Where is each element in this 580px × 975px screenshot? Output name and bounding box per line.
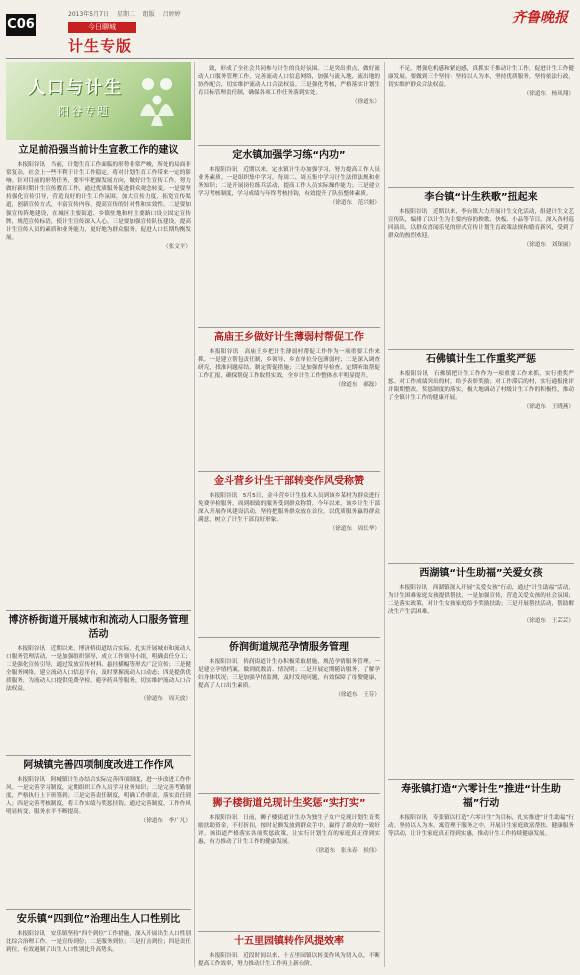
page-title: 计生专版 (68, 37, 133, 55)
article-byline: （张文平） (163, 243, 191, 250)
article-body: 本报阳谷讯 当前，计划生育工作面临的形势非常严峻，所处的局面非常复杂，社会上一些不利于计生工作稳定，将对计划生育工作带来一定的影响。针对目前的形势任务，要牢牢把握发展方向，做好计生宣传工作，努力做好新时期计生宣传教育工作，通过优质服务促进群众观念转变。一是要坚持强化宣传引导，营造良好的计生工作氛围，加大宣传力度，拓宽宣传渠道，创新宣传方式，丰富宣传内容，提高宣传的针对性和实效性。二是要加强宣传阵地建设，在城区主要街道、乡镇驻地和村主要路口设立固定宣传牌，规范宣传标语，使计生宣传深入人心。三是要加强宣传队伍建设，提高计生宣传人员的素质和业务能力，更好地为群众服务，促进人口长期均衡发展。 (6, 162, 191, 241)
article-headline: 安乐镇“四到位”治理出生人口性别比 (16, 914, 181, 925)
article (6, 144, 191, 604)
article-divider (198, 471, 380, 472)
column-rule (194, 62, 195, 967)
article-headline: 狮子楼街道兑现计生奖惩“实打实” (212, 798, 366, 809)
article-body: 本报阳谷讯 高庙王乡把计生薄弱村帮促工作作为一项重要工作来抓。一是建立帮包责任制，乡领导、乡直单位分包薄弱村；二是深入调查研究，找准问题症结，制定帮促措施；三是加强督导检查，定期听取帮促工作汇报，确保帮促工作取得实效，全乡计生工作整体水平明显提升。 (198, 349, 380, 380)
header-editor: 吕婷婷 (162, 11, 181, 18)
article (198, 468, 380, 628)
article (198, 928, 380, 972)
article-divider (198, 931, 380, 932)
column-rule (384, 62, 385, 967)
article (198, 62, 380, 140)
article-byline: （徐道东 王芸芸） (523, 618, 574, 625)
header-editor-label: 组版 (142, 11, 155, 18)
article-divider (6, 755, 191, 756)
header-meta (68, 11, 187, 20)
article (388, 560, 574, 770)
article-body: 本报阳谷讯 安乐镇坚持“四个到位”工作措施，深入开展出生人口性别比综合治理工作。一是宣传到位；二是服务到位；三是打击到位；四是责任到位，有效遏制了出生人口性别比升高势头。 (6, 931, 191, 954)
header-date: 2013年5月7日 (68, 11, 109, 18)
article-body: 本报阳谷讯 5月5日，金斗营乡计生技术人员到该乡某村为群众进行免费孕检服务，周到细致的服务受到群众称赞。今年以来，该乡计生干部深入开展作风建设活动，坚持把服务群众放在首位，以优质服务赢得群众满意，树立了计生干部良好形象。 (198, 493, 380, 524)
article (388, 346, 574, 556)
article-headline: 阿城镇完善四项制度改进工作作风 (23, 760, 174, 771)
article (198, 634, 380, 784)
page-header (0, 0, 580, 62)
feature-subtitle: 阳谷专题 (58, 105, 110, 118)
article-headline: 金斗营乡计生干部转变作风受称赞 (214, 476, 364, 487)
article-divider (198, 145, 380, 146)
article-byline: （徐道东 杨凤翔） (523, 91, 574, 98)
article-divider (388, 349, 574, 350)
article-divider (388, 563, 574, 564)
article-divider (6, 909, 191, 910)
article (6, 607, 191, 747)
article-body: 本报阳谷讯 近期以来，李台镇大力开展计生文化活动，组建计生文艺宣传队，编排了以计生为主要内容的秧歌、快板、小品等节目，深入各村巡回演出，以群众喜闻乐见的形式宣传计划生育政策法规和婚育新风，受到了群众的热烈欢迎。 (388, 209, 574, 240)
article-divider (198, 327, 380, 328)
article-body: 本报阳谷讯 侨润街道计生办积极采取措施，规范孕情服务管理。一是建立孕情档案，做到底数清、情况明；二是开展定期随访服务，了解孕妇身体状况；三是加强孕情监测，及时发现问题，有效保障了母婴健康，提高了人口出生素质。 (198, 659, 380, 690)
article (6, 752, 191, 902)
article-divider (388, 187, 574, 188)
article-body: 本报阳谷讯 阿城镇计生办结合实际完善四项制度，进一步改进工作作风。一是完善学习制度，定期组织工作人员学习业务知识；二是完善考勤制度，严格执行上下班签到；三是完善责任制度，明确工作职责，落实责任到人；四是完善考核制度，将工作实绩与奖惩挂钩。通过完善制度，工作作风明显转变，服务水平不断提高。 (6, 777, 191, 816)
article-divider (6, 610, 191, 611)
article-headline: 石佛镇计生工作重奖严惩 (426, 354, 536, 365)
masthead-logo: 齐鲁晚报 (512, 10, 568, 26)
article (198, 790, 380, 925)
article (198, 142, 380, 320)
article-body: 不足，增强危机感和紧迫感，真抓实干推动计生工作，促进计生工作健康发展。要做到三个坚持：坚持以人为本，坚持优质服务，坚持依法行政，切实维护群众合法权益。 (388, 66, 574, 89)
article-body: 本报阳谷讯 石佛镇把计生工作作为一项重要工作来抓，实行重奖严惩。对工作成绩突出的村，给予表彰奖励；对工作滞后的村，实行通报批评并限期整改。奖惩制度的落实，极大地调动了村级计生工作的积极性，推动了全镇计生工作的健康开展。 (388, 371, 574, 402)
article-byline: （徐道东 张永春 侯伟） (312, 848, 380, 855)
article-byline: （徐道东 范兴魁） (329, 200, 380, 207)
article-headline: 西湖镇“计生助福”关爱女孩 (419, 568, 543, 579)
article-byline: （徐道东 周天放） (140, 695, 191, 702)
article-body: 本报阳谷讯 寿张镇以打造“六零计生”为目标，扎实推进“计生助福”行动。坚持以人为本，寓管理于服务之中，开展计生家庭致富帮扶、健康服务等活动，让计生家庭真正得到实惠，推动计生工作持续健康发展。 (388, 815, 574, 838)
article (388, 776, 574, 972)
header-divider (6, 58, 574, 59)
family-figure-icon (134, 70, 180, 130)
article-byline: （徐道东 李广凡） (140, 818, 191, 825)
article-headline: 李台镇“计生秩歌”扭起来 (424, 192, 538, 203)
article-headline: 十五里园镇转作风提效率 (234, 936, 344, 947)
article-byline: （徐道东） (352, 99, 380, 106)
article-byline: （徐道东 周长华） (329, 526, 380, 533)
feature-title: 人口与计生 (28, 78, 123, 98)
article-headline: 侨润街道规范孕情服务管理 (229, 642, 349, 653)
article-body: 本报阳谷讯 近期以来，定水镇计生办加强学习，努力提高工作人员业务素质。一是组织集中学习，每周二、周五集中学习计生法律法规和业务知识；二是开展岗位练兵活动，提高工作人员实际操作能力；三是建立学习考核制度，学习成绩与年终考核挂钩，有效提升了队伍整体素质。 (198, 167, 380, 198)
article-byline: （徐道东 刘琛丽） (523, 242, 574, 249)
header-weekday: 星期二 (116, 11, 135, 18)
article-headline: 博济桥街道开展城市和流动人口服务管理活动 (8, 615, 189, 640)
article-body: 致，形成了全社会共同参与计生的良好氛围。二是突出重点，做好流动人口服务管理工作，完善流动人口信息网络，加强与流入地、流出地的协作配合，切实维护流动人口合法权益。三是强化考核，严格落实计划生育目标管理责任制，确保各项工作任务落到实处。 (198, 66, 380, 97)
article-byline: （徐道东 王芬） (335, 692, 380, 699)
article-headline: 寿张镇打造“六零计生”推进“计生助福”行动 (401, 784, 561, 809)
article-byline: （徐道东 王晓燕） (523, 404, 574, 411)
article-headline: 定水镇加强学习练“内功” (232, 150, 346, 161)
article (6, 906, 191, 966)
feature-banner (6, 62, 191, 140)
section-label: 今日聊城 (68, 22, 136, 33)
article-divider (198, 793, 380, 794)
article (388, 62, 574, 180)
article-body: 本报阳谷讯 日前，狮子楼街道计生办为独生子女户兑现计划生育奖励扶助资金，不打折扣，按时足额发放到群众手中，赢得了群众的一致好评。该街道严格落实各项奖惩政策，让实行计划生育的家庭真正得到实惠，有力推动了计生工作的健康发展。 (198, 815, 380, 846)
article (388, 184, 574, 342)
article-divider (388, 779, 574, 780)
article-divider (198, 637, 380, 638)
article-byline: （徐道东 郝磊） (335, 382, 380, 389)
article (198, 324, 380, 464)
page-number: C06 (6, 14, 36, 36)
article-body: 本报阳谷讯 近段时间以来，十五里园镇以转变作风为切入点，不断提高工作效率，努力推动计生工作再上新台阶。 (198, 953, 380, 968)
article-body: 本报阳谷讯 近期以来，博济桥街道结合实际，扎实开展城市和流动人口服务管理活动。一是加强组织领导，成立工作领导小组，明确责任分工；二是强化宣传引导，通过发放宣传材料、悬挂横幅等形式广泛宣传；三是健全服务网络，建立流动人口信息平台，及时掌握流动人口动态；四是提供优质服务，为流动人口提供免费孕检、避孕药具等服务，切实维护流动人口合法权益。 (6, 646, 191, 693)
article-headline: 立足前沿强当前计生宣教工作的建议 (18, 145, 179, 156)
article-body: 本报阳谷讯 西湖镇深入开展“关爱女孩”行动，通过“计生助福”活动，为计生困难家庭女孩提供帮扶。一是加强宣传，营造关爱女孩的社会氛围；二是落实政策，对计生女孩家庭给予奖励扶助；三是开展帮扶活动，帮助解决生产生活困难。 (388, 585, 574, 616)
article-headline: 高庙王乡做好计生薄弱村帮促工作 (214, 332, 364, 343)
